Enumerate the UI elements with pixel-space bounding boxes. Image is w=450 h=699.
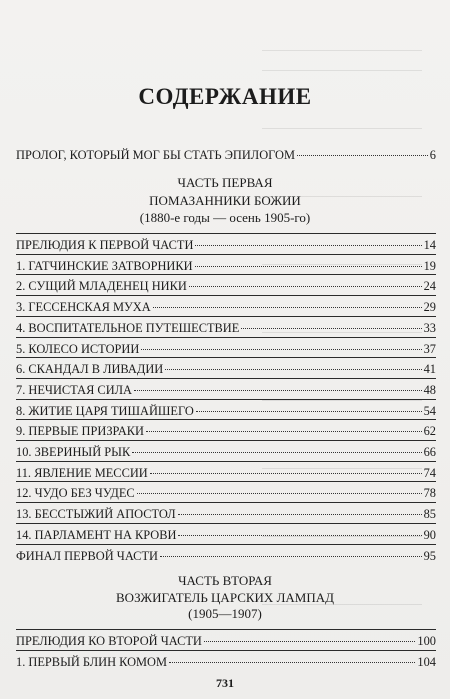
dot-leader [160,556,422,557]
toc-entry-page: 54 [423,403,436,418]
entry-divider [16,629,436,630]
toc-entry-page: 85 [423,507,436,522]
toc-entry-page: 41 [423,362,436,377]
dot-leader [189,286,422,287]
page-title: СОДЕРЖАНИЕ [138,84,312,109]
toc-entry[interactable] [16,465,436,481]
toc-entry-page: 19 [423,258,436,273]
dot-leader [178,514,422,515]
entry-divider [16,399,436,400]
toc-entry-page: 62 [423,424,436,439]
entry-divider [16,502,436,503]
toc-entry[interactable] [16,320,436,336]
toc-entry-label: 4. ВОСПИТАТЕЛЬНОЕ ПУТЕШЕСТВИЕ [16,320,240,335]
toc-entry[interactable] [16,278,436,294]
entry-divider [16,233,436,234]
toc-entry[interactable] [16,485,436,501]
entry-divider [16,419,436,420]
toc-entry[interactable] [16,361,436,377]
entry-divider [16,544,436,545]
toc-entry-page: 48 [423,382,436,397]
toc-entry-label: ПРЕЛЮДИЯ КО ВТОРОЙ ЧАСТИ [16,634,202,648]
toc-entry-page: 24 [423,279,436,294]
entry-divider [16,461,436,462]
toc-entry[interactable] [16,299,436,315]
dot-leader [196,411,422,412]
toc-entry[interactable] [16,341,436,357]
part2-years: (1905—1907) [188,606,262,621]
toc-entry-label: 12. ЧУДО БЕЗ ЧУДЕС [16,486,135,501]
toc-entry-label: 7. НЕЧИСТАЯ СИЛА [16,382,132,397]
dot-leader [297,155,428,156]
dot-leader [204,641,416,642]
dot-leader [169,662,415,663]
toc-entry-label: 1. ПЕРВЫЙ БЛИН КОМОМ [16,655,168,669]
toc-entry-label: ПРЕЛЮДИЯ К ПЕРВОЙ ЧАСТИ [16,238,194,252]
entry-divider [16,378,436,379]
toc-entry[interactable] [16,258,436,274]
part2-name: ВОЗЖИГАТЕЛЬ ЦАРСКИХ ЛАМПАД [116,590,334,605]
toc-entry[interactable] [16,527,436,543]
page-number: 731 [216,676,234,690]
part1-name: ПОМАЗАННИКИ БОЖИИ [149,193,301,208]
toc-entry-page: 66 [423,445,436,459]
entry-divider [16,274,436,275]
toc-entry-label: 8. ЖИТИЕ ЦАРЯ ТИШАЙШЕГО [16,403,194,418]
toc-entry[interactable] [16,444,436,460]
toc-entry-label: 5. КОЛЕСО ИСТОРИИ [16,341,140,356]
entry-divider [16,481,436,482]
toc-entry-page: 33 [423,320,436,335]
dot-leader [195,245,421,246]
dot-leader [195,266,422,267]
toc-entry-label: 9. ПЕРВЫЕ ПРИЗРАКИ [16,424,144,439]
entry-divider [16,523,436,524]
toc-entry[interactable] [16,403,436,419]
toc-entry-label: 2. СУЩИЙ МЛАДЕНЕЦ НИКИ [16,279,187,294]
toc-entry-label: 3. ГЕССЕНСКАЯ МУХА [16,300,151,315]
toc-entry-page: 104 [417,655,436,669]
toc-entry-label: 11. ЯВЛЕНИЕ МЕССИИ [16,465,148,480]
toc-entry-page: 78 [423,486,436,501]
toc-entry[interactable] [16,423,436,439]
toc-entry[interactable] [16,548,436,564]
toc-entry-page: 74 [423,465,436,480]
dot-leader [178,535,421,536]
toc-entry[interactable] [16,633,436,649]
part1-heading: ЧАСТЬ ПЕРВАЯ [177,175,273,190]
entry-divider [16,440,436,441]
toc-entry-page: 95 [423,548,436,563]
toc-entry-page: 29 [423,300,436,315]
entry-divider [16,295,436,296]
toc-entry[interactable] [16,382,436,398]
dot-leader [146,431,422,432]
toc-entry-label: 1. ГАТЧИНСКИЕ ЗАТВОРНИКИ [16,258,193,273]
dot-leader [141,349,421,350]
toc-entry-page: 90 [423,527,436,542]
dot-leader [241,328,421,329]
dot-leader [165,369,421,370]
part1-years: (1880-е годы — осень 1905-го) [139,210,311,225]
toc-entry-page: 37 [423,341,436,356]
toc-entry[interactable] [16,506,436,522]
toc-entry-prologue[interactable] [16,147,436,163]
entry-divider [16,254,436,255]
entry-divider [16,650,436,651]
toc-entry-label: 6. СКАНДАЛ В ЛИВАДИИ [16,362,164,377]
dot-leader [150,473,422,474]
toc-entry-label: 10. ЗВЕРИНЫЙ РЫК [16,445,131,459]
dot-leader [137,493,422,494]
toc-entry-label: ФИНАЛ ПЕРВОЙ ЧАСТИ [16,548,158,563]
toc-entry-page: 6 [429,148,436,162]
toc-entry-label: 13. БЕССТЫЖИЙ АПОСТОЛ [16,507,176,522]
toc-entry[interactable] [16,237,436,253]
toc-entry-page: 100 [417,634,436,648]
dot-leader [153,307,422,308]
entry-divider [16,337,436,338]
entry-divider [16,357,436,358]
dot-leader [134,390,422,391]
part2-heading: ЧАСТЬ ВТОРАЯ [178,573,272,588]
toc-entry-label: ПРОЛОГ, КОТОРЫЙ МОГ БЫ СТАТЬ ЭПИЛОГОМ [16,148,295,162]
toc-entry-page: 14 [423,238,436,252]
dot-leader [132,452,421,453]
toc-entry-label: 14. ПАРЛАМЕНТ НА КРОВИ [16,527,177,542]
toc-entry[interactable] [16,654,436,670]
entry-divider [16,316,436,317]
